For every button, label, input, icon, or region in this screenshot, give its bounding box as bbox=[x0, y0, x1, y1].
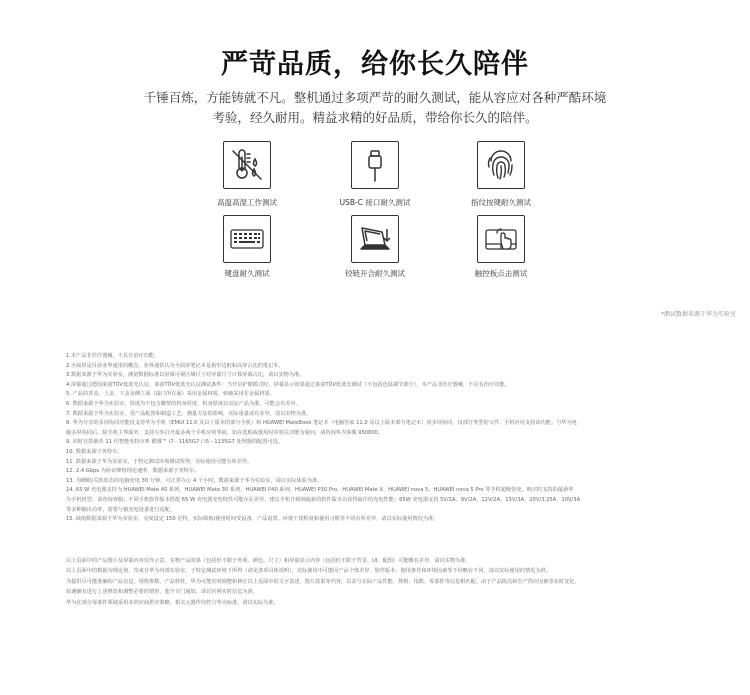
keyboard-icon bbox=[227, 219, 267, 259]
usb-c-cable-icon bbox=[355, 145, 395, 185]
footnote-line: 脑多屏协同后，除手机主界面外，支持另外打开最多两个手机应用界面，如在选购或使用时对相关功能有疑问，请咨询华为客服 950800。 bbox=[66, 429, 384, 436]
test-label-keyboard: 键盘耐久测试 bbox=[224, 269, 270, 278]
footnote-line: 11. 数据来源于华为实验室，于特定测试环境测试所得，实际使用可能有所差异。 bbox=[66, 458, 253, 465]
footnote-line: 8. 华为分享的多屏协同功能仅支持华为手机（EMUI 11.0 及以上版本的部分手机）和 HUAWEI MateBook 笔记本（电脑管家 11.0 及以上版本部分笔记本）同步屏协同，仅部分类型的文件、手机应用支持该功能；与华为电 bbox=[66, 420, 577, 427]
test-label-touchpad: 触控板点击测试 bbox=[474, 269, 528, 278]
footnote-line: 3.数据来源于华为实验室，测量数据标准以屏幕可视区域尺寸对屏幕尺寸计算屏幕占比，请以实物为准。 bbox=[66, 372, 305, 379]
tile-keyboard bbox=[223, 215, 271, 263]
footnote-line: 12. 2.4 Gbps 为协议峰值理论速率，数据来源于英特尔。 bbox=[66, 468, 200, 475]
disclaimer bbox=[66, 556, 706, 608]
footnote-line: 13. 为睡眠/关机状态的电脑充电 30 分钟，可正常办公 4 个小时，数据来源于华为实验室，请以实际体验为准。 bbox=[66, 477, 323, 484]
page-title: 严苛品质，给你长久陪伴 bbox=[221, 49, 529, 80]
tile-hinge bbox=[351, 215, 399, 263]
test-label-usb-c: USB-C 接口耐久测试 bbox=[339, 198, 411, 207]
subtitle-line-2: 考验，经久耐用。精益求精的好品质，带给你长久的陪伴。 bbox=[212, 110, 538, 125]
test-label-fingerprint: 指纹按键耐久测试 bbox=[471, 198, 531, 207]
tile-high-temp-humidity bbox=[223, 141, 271, 189]
tile-usb-c bbox=[351, 141, 399, 189]
laptop-hinge-icon bbox=[355, 219, 395, 259]
footnotes bbox=[66, 352, 706, 525]
fingerprint-icon bbox=[481, 145, 521, 185]
footnote-line: 14. 65 W 充电器支持为 HUAWEI Mate 40 系列、HUAWEI Mate 30 系列、HUAWEI P40 系列、HUAWEI P30 Pro、HUAWEI Mate X、HUAWEI nova 5、HUAWEI nova 5 Pro 等手机超级快充，购买时支持的最新华 bbox=[66, 487, 574, 494]
footnote-line: 5. 产品的背盖、上盖、下盖及侧立面（接口所在面）采用金属材质，转轴采用非金属材质。 bbox=[66, 391, 275, 398]
touchpad-click-icon bbox=[481, 219, 521, 259]
disclaimer-line: 以上页面中的数据为理论值，均来自华为内部实验室，于特定测试环境下所得（请见各项具体说明），实际使用中可能因产品个体差异、软件版本、使用条件和环境因素等不同略有不同，请以实际使用的情况为准。 bbox=[66, 568, 552, 575]
disclaimer-line: 为提供尽可能准确的产品信息、规格参数、产品特性，华为可能实时调整和修正以上页面中的文字表述、图片效果等内容，以求与实际产品性能、规格、指数、零部件等信息相匹配。由于产品批次和生产供应因素等实时变化， bbox=[66, 578, 580, 585]
test-label-hinge: 铰链开合耐久测试 bbox=[345, 269, 405, 278]
disclaimer-line: 如遇确有进行上述修改和调整必要的情形，恕不专门通知，请以官网实时信息为准。 bbox=[66, 589, 258, 596]
disclaimer-line: 华为在部分零部件领域采用多供应商供应策略，相关元器件均符合华为标准，请以实际为准。 bbox=[66, 599, 279, 606]
footnote-line: 9. 同时有搭载英 11 代智能英特尔® 酷睿™ i7－1165G7 / i5－1135G7 处理器的配置可选。 bbox=[66, 439, 284, 446]
footnote-line: 10. 数据来源于英特尔。 bbox=[66, 448, 123, 455]
footnote-line: 等多种输出功率，需要与被充电设备进行适配。 bbox=[66, 506, 175, 513]
thermometer-drops-icon bbox=[227, 145, 267, 185]
footnote-line: 1.本产品非医疗器械，不具有治疗功能。 bbox=[66, 353, 160, 359]
disclaimer-line: 以上页面中的产品图片及屏幕内容仅作示意，实物产品效果（包括但不限于外观、颜色、尺寸）和屏幕显示内容（包括但不限于背景、UI、配图）可能略有差异，请以实物为准。 bbox=[66, 558, 471, 564]
footnote-line: 为手机机型，请咨询客服；不同手机软件版本搭配 65 W 充电器充电特性可能存在差异，建议手机升级到最新的软件版本以获得最佳的充电性能；65W 充电器支持 5V/2A、9V/2A、12V/2A、15V/3A、20V/3.25A、10V/3A bbox=[66, 496, 581, 503]
lab-source-note: *测试数据来源于华为实验室 bbox=[660, 311, 736, 318]
footnote-line: 7. 数据来源于华为实验室，受产品配置和制造工艺、测量方法的影响，实际重量或有差异，请以实物为准。 bbox=[66, 410, 312, 417]
test-label-high-temp: 高温高湿工作测试 bbox=[217, 198, 277, 207]
footnote-line: 4.屏幕通过德国莱茵TÜV低蓝光认证，莱茵TÜV低蓝光认证测试条件：当开启护眼模式时，屏幕显示效果通过莱茵TÜV低蓝光测试（不包括色温调节部分），本产品非医疗器械，不具有治疗功能。 bbox=[66, 381, 510, 388]
tile-fingerprint bbox=[477, 141, 525, 189]
tile-touchpad bbox=[477, 215, 525, 263]
footnote-line: 15. 续航数据来源于华为实验室，亮度设定 150 尼特，实际续航/使用时间受设备、产品设置、环境干扰程度和使用习惯等不同有所差异，请以实际使用情况为准。 bbox=[66, 516, 439, 523]
footnote-line: 6. 数据来源于华为实验室，厚度为不包含脚垫的机身厚度，机身厚度以实际产品为准，可能会有差异。 bbox=[66, 400, 301, 407]
footnote-line: 2.全面屏是目前业界通用的概念，业界通常认为全面屏笔记本是指窄边框和高屏占比的笔记本。 bbox=[66, 362, 284, 369]
subtitle-line-1: 千锤百炼，方能铸就不凡。整机通过多项严苛的耐久测试，能从容应对各种严酷环境 bbox=[143, 90, 607, 105]
